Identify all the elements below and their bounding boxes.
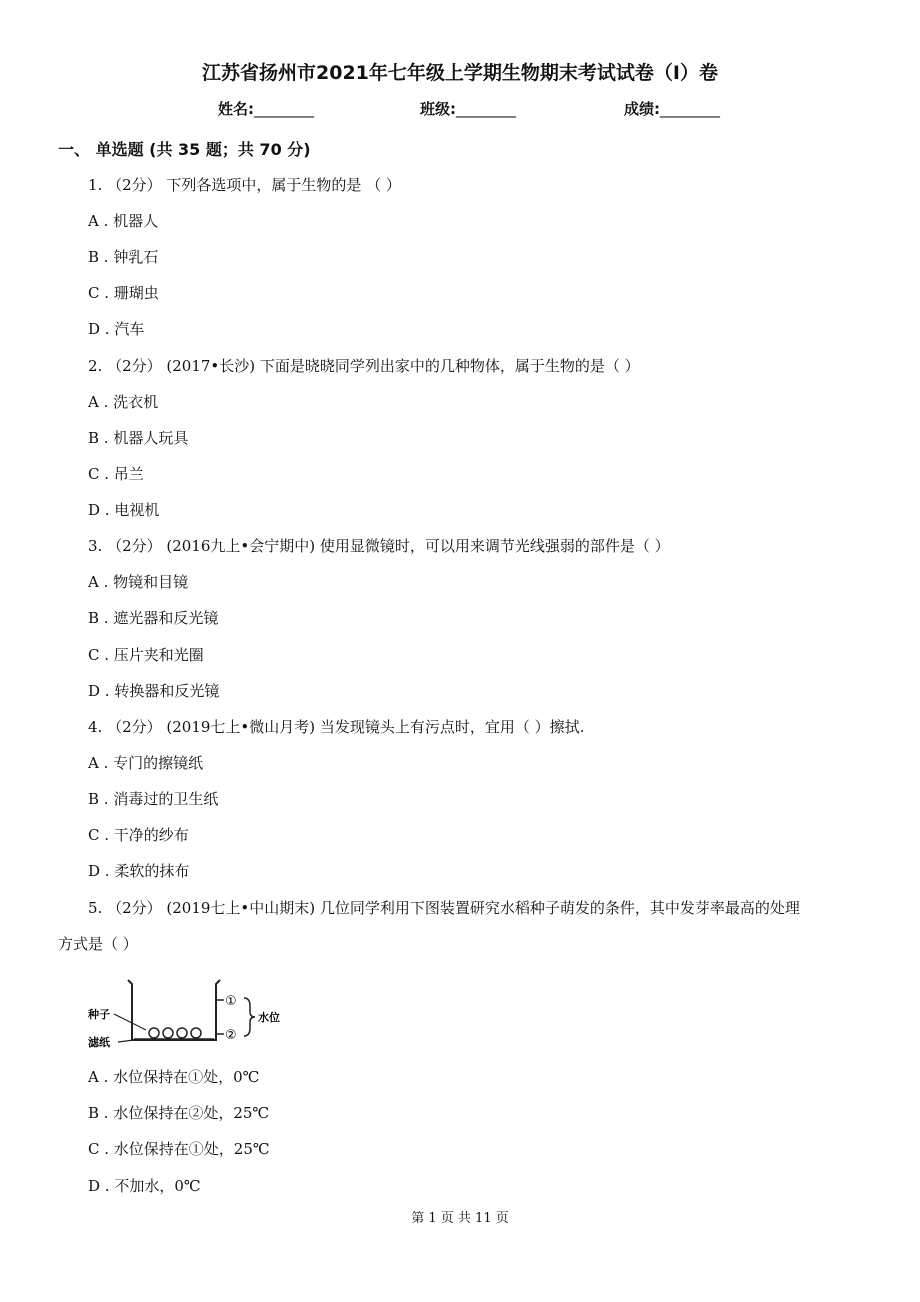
beaker-outline [128, 980, 220, 1040]
option-c: C . 水位保持在①处，25℃ [88, 1140, 270, 1158]
question-stem: 5. （2分） (2019七上•中山期末) 几位同学利用下图装置研究水稻种子萌发的条件，其中发芽率最高的处理 [88, 899, 800, 917]
option-a: A . 物镜和目镜 [88, 573, 189, 591]
option-c: C . 干净的纱布 [88, 826, 189, 844]
exam-title: 江苏省扬州市2021年七年级上学期生物期末考试试卷（I）卷 [202, 62, 718, 84]
seed-circle [191, 1028, 201, 1038]
question-stem: 1. （2分） 下列各选项中，属于生物的是 （ ） [88, 176, 401, 194]
option-d: D . 电视机 [88, 501, 160, 519]
seed-label: 种子 [88, 1008, 110, 1021]
section-heading: 一、 单选题 (共 35 题；共 70 分) [58, 140, 311, 159]
option-b: B . 机器人玩具 [88, 429, 189, 447]
option-c: C . 吊兰 [88, 465, 144, 483]
question-stem: 2. （2分） (2017•长沙) 下面是晓晓同学列出家中的几种物体，属于生物的是（ ） [88, 357, 640, 375]
question-stem: 4. （2分） (2019七上•微山月考) 当发现镜头上有污点时，宜用（ ）擦拭. [88, 718, 585, 736]
seed-circle [149, 1028, 159, 1038]
question-stem: 3. （2分） (2016九上•会宁期中) 使用显微镜时，可以用来调节光线强弱的部件是（ ） [88, 537, 670, 555]
option-a: A . 水位保持在①处，0℃ [88, 1068, 260, 1086]
class-label: 班级: [420, 100, 456, 118]
option-d: D . 转换器和反光镜 [88, 682, 220, 700]
option-b: B . 钟乳石 [88, 248, 159, 266]
seed-leader-line [114, 1014, 146, 1030]
name-label: 姓名: [218, 100, 254, 118]
option-b: B . 遮光器和反光镜 [88, 609, 219, 627]
question-stem-continued: 方式是（ ） [58, 935, 138, 953]
name-field [218, 98, 314, 119]
score-field [624, 98, 720, 119]
option-d: D . 柔软的抹布 [88, 862, 190, 880]
student-info-row [0, 98, 920, 122]
option-a: A . 洗衣机 [88, 393, 159, 411]
score-blank: ________ [660, 100, 720, 118]
level-mark-2: ② [225, 1028, 237, 1043]
option-a: A . 专门的擦镜纸 [88, 754, 204, 772]
brace-mark [244, 998, 255, 1036]
class-field [420, 98, 516, 119]
water-level-label: 水位 [258, 1011, 280, 1024]
name-blank: ________ [254, 100, 314, 118]
class-blank: ________ [456, 100, 516, 118]
paper-label: 滤纸 [88, 1036, 110, 1049]
option-c: C . 珊瑚虫 [88, 284, 159, 302]
page-footer: 第 1 页 共 11 页 [411, 1211, 509, 1226]
option-d: D . 不加水，0℃ [88, 1177, 201, 1195]
option-c: C . 压片夹和光圈 [88, 646, 204, 664]
germination-apparatus-figure [88, 968, 288, 1054]
option-b: B . 水位保持在②处，25℃ [88, 1104, 270, 1122]
seed-circle [177, 1028, 187, 1038]
seed-circle [163, 1028, 173, 1038]
option-a: A . 机器人 [88, 212, 159, 230]
option-d: D . 汽车 [88, 320, 145, 338]
option-b: B . 消毒过的卫生纸 [88, 790, 219, 808]
score-label: 成绩: [624, 100, 660, 118]
level-mark-1: ① [225, 994, 237, 1009]
